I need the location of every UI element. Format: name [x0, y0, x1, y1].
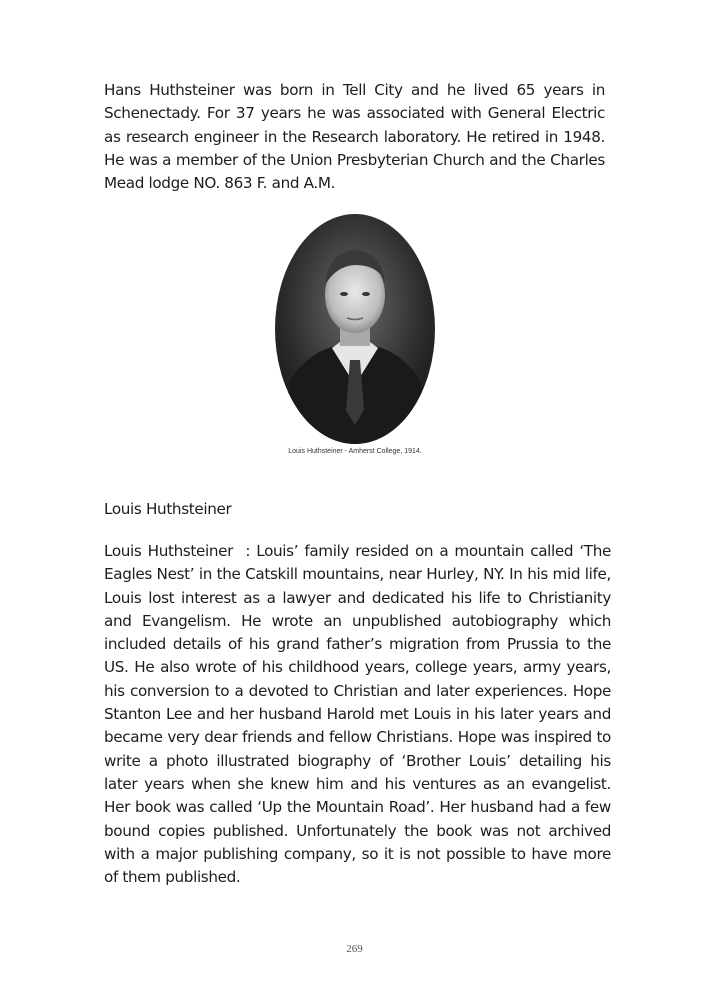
photo-caption: Louis Huthsteiner - Amherst College, 1914.	[288, 448, 422, 455]
paragraph-hans: Hans Huthsteiner was born in Tell City and he lived 65 years in Schenectady. For 37 years he was associated with General Electric as research engineer in the Research laboratory. He retired in 1948. He was a member of the Union Presbyterian Church and the Charles Mead lodge NO. 863 F. and A.M.	[104, 81, 605, 193]
page-number: 269	[346, 943, 363, 955]
paragraph-louis: Louis Huthsteiner : Louis’ family resided on a mountain called ‘The Eagles Nest’ in the Catskill mountains, near Hurley, NY. In his mid life, Louis lost interest as a lawyer and dedicated his life to Christianity and Evangelism. He wrote an unpublished autobiography which included details of his grand father’s migration from Prussia to the US. He also wrote of his childhood years, college years, army years, his conversion to a devoted to Christian and later experiences. Hope Stanton Lee and her husband Harold met Louis in his later years and became very dear friends and fellow Christians. Hope was inspired to write a photo illustrated biography of ‘Brother Louis’ detailing his later years when she knew him and his ventures as an evangelist. Her book was called ‘Up the Mountain Road’. Her husband had a few bound copies published. Unfortunately the book was not archived with a major publishing company, so it is not possible to have more of them published.	[104, 542, 611, 887]
section-heading: Louis Huthsteiner	[104, 500, 232, 518]
portrait-photo	[270, 210, 440, 448]
